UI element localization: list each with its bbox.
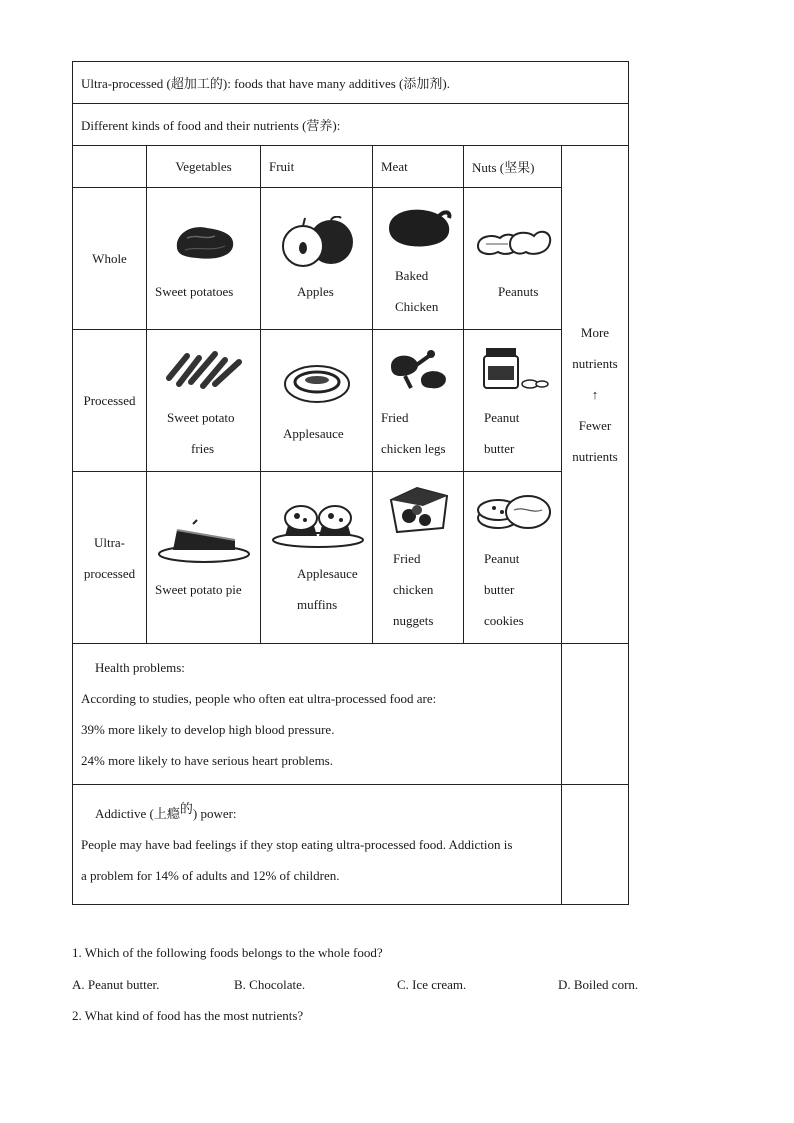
health-title: Health problems: <box>95 660 185 675</box>
row-label-whole: Whole <box>73 188 147 330</box>
addictive-text: a problem for 14% of adults and 12% of children. <box>81 868 340 883</box>
up-arrow-icon: ↑ <box>591 387 599 402</box>
muffins-icon <box>271 502 365 548</box>
peanut-butter-jar-icon <box>482 346 550 392</box>
option-c[interactable]: C. Ice cream. <box>397 977 467 992</box>
option-b[interactable]: B. Chocolate. <box>234 977 306 992</box>
pie-icon <box>157 516 251 564</box>
fries-icon <box>165 348 245 390</box>
nuggets-icon <box>387 484 451 538</box>
apples-icon <box>279 216 357 272</box>
header-nuts: Nuts (坚果) <box>464 146 562 188</box>
header-fruit: Fruit <box>261 146 373 188</box>
nutrient-scale-fewer: Fewer <box>578 418 612 433</box>
header-vegetables: Vegetables <box>147 146 261 188</box>
health-stat: 24% more likely to have serious heart problems. <box>81 753 333 768</box>
food-cell-peanut-butter: Peanut butter <box>464 330 562 472</box>
health-stat: 39% more likely to develop high blood pressure. <box>81 722 335 737</box>
peanuts-icon <box>474 222 554 262</box>
addictive-text: People may have bad feelings if they stop eating ultra-processed food. Addiction is <box>81 837 513 852</box>
food-nutrients-table <box>72 61 629 905</box>
intro-row: Different kinds of food and their nutrients (营养): <box>73 104 629 146</box>
header-meat: Meat <box>373 146 464 188</box>
applesauce-icon <box>283 362 351 404</box>
baked-chicken-icon <box>383 206 453 250</box>
health-problems-section <box>73 644 562 785</box>
food-cell-sweet-potato-fries: Sweet potato fries <box>147 330 261 472</box>
food-cell-peanut-butter-cookies: Peanut butter cookies <box>464 472 562 644</box>
sweet-potato-icon <box>171 220 239 264</box>
nutrient-scale <box>562 146 629 644</box>
empty-cell <box>562 644 629 785</box>
addictive-power-section <box>73 785 562 905</box>
food-cell-applesauce-muffins: Applesauce muffins <box>261 472 373 644</box>
row-label-ultra-processed: Ultra- processed <box>73 472 147 644</box>
food-cell-applesauce: Applesauce <box>261 330 373 472</box>
nutrient-scale-label: nutrients <box>572 449 618 464</box>
header-empty <box>73 146 147 188</box>
food-cell-baked-chicken: Baked Chicken <box>373 188 464 330</box>
row-label-processed: Processed <box>73 330 147 472</box>
definition-row: Ultra-processed (超加工的): foods that have many additives (添加剂). <box>73 62 629 104</box>
nutrient-scale-label: nutrients <box>572 356 618 371</box>
health-intro: According to studies, people who often eat ultra-processed food are: <box>81 691 437 706</box>
addictive-title: Addictive (上瘾的) power: <box>95 801 237 821</box>
nutrient-scale-more: More <box>580 325 610 340</box>
question-1: 1. Which of the following foods belongs to the whole food? <box>72 945 383 960</box>
option-d[interactable]: D. Boiled corn. <box>558 977 639 992</box>
food-cell-apples: Apples <box>261 188 373 330</box>
food-cell-peanuts: Peanuts <box>464 188 562 330</box>
food-cell-sweet-potatoes: Sweet potatoes <box>147 188 261 330</box>
food-cell-fried-chicken-nuggets: Fried chicken nuggets <box>373 472 464 644</box>
chicken-legs-icon <box>381 346 457 392</box>
empty-cell <box>562 785 629 905</box>
option-a[interactable]: A. Peanut butter. <box>72 977 160 992</box>
food-cell-sweet-potato-pie: Sweet potato pie <box>147 472 261 644</box>
question-2: 2. What kind of food has the most nutrients? <box>72 1008 304 1023</box>
food-cell-fried-chicken-legs: Fried chicken legs <box>373 330 464 472</box>
cookies-icon <box>474 488 554 532</box>
